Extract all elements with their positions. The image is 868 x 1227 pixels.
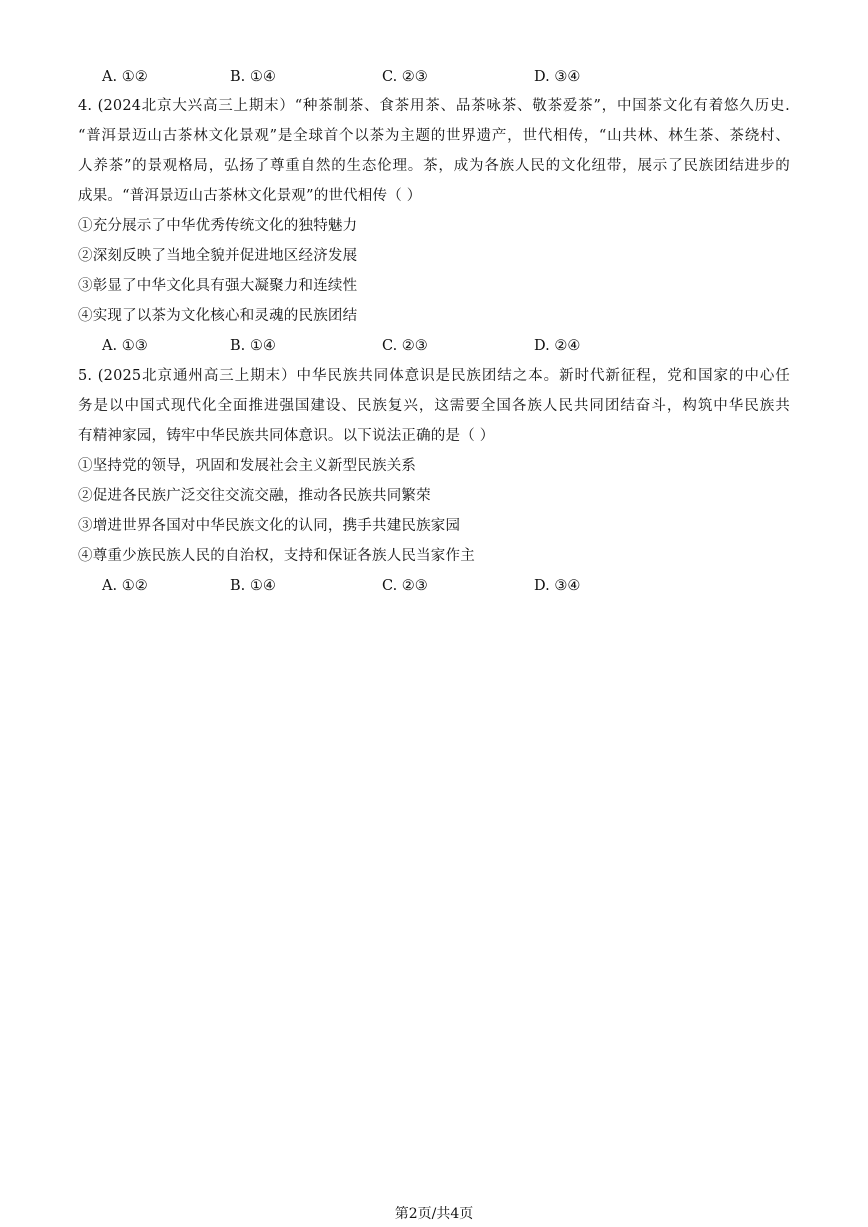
q5-option-d: D. ③④ bbox=[534, 578, 581, 594]
q5-stem-line: 务是以中国式现代化全面推进强国建设、民族复兴，这需要全国各族人民共同团结奋斗，构筑中华民族共 bbox=[78, 398, 790, 414]
q4-option-d: D. ②④ bbox=[534, 338, 581, 354]
q5-option-b: B. ①④ bbox=[230, 578, 276, 594]
q3-option-a: A. ①② bbox=[102, 69, 148, 85]
q5-statement: ②促进各民族广泛交往交流交融，推动各民族共同繁荣 bbox=[78, 488, 431, 504]
q3-option-c: C. ②③ bbox=[382, 69, 428, 85]
q5-options bbox=[102, 571, 802, 601]
q4-statement: ④实现了以茶为文化核心和灵魂的民族团结 bbox=[78, 308, 358, 324]
q3-options bbox=[102, 62, 802, 92]
q3-option-d: D. ③④ bbox=[534, 69, 581, 85]
q5-stem-line: 有精神家园，铸牢中华民族共同体意识。以下说法正确的是（ ） bbox=[78, 428, 495, 444]
q4-stem-line: 人养茶”的景观格局，弘扬了尊重自然的生态伦理。茶，成为各族人民的文化纽带，展示了民族团结进步的 bbox=[78, 158, 790, 174]
q4-option-a: A. ①③ bbox=[102, 338, 148, 354]
q4-statement: ①充分展示了中华优秀传统文化的独特魅力 bbox=[78, 218, 358, 234]
q5-statement: ①坚持党的领导，巩固和发展社会主义新型民族关系 bbox=[78, 458, 417, 474]
q4-stem-line: “普洱景迈山古茶林文化景观”是全球首个以茶为主题的世界遗产，世代相传，“山共林、林生茶、茶绕村、 bbox=[78, 128, 790, 144]
q4-stem-line: 4. (2024北京大兴高三上期末）“种茶制茶、食茶用茶、品茶咏茶、敬茶爱茶”，中国茶文化有着悠久历史. bbox=[78, 98, 790, 114]
q5-stem-line: 5. (2025北京通州高三上期末）中华民族共同体意识是民族团结之本。新时代新征程，党和国家的中心任 bbox=[78, 368, 790, 384]
q4-stem-line: 成果。“普洱景迈山古茶林文化景观”的世代相传（ ） bbox=[78, 188, 422, 204]
q4-options bbox=[102, 331, 802, 361]
q5-option-c: C. ②③ bbox=[382, 578, 428, 594]
q5-statement: ④尊重少族民族人民的自治权，支持和保证各族人民当家作主 bbox=[78, 548, 475, 564]
page-number-footer: 第2页/共4页 bbox=[394, 1206, 474, 1222]
q5-statement: ③增进世界各国对中华民族文化的认同，携手共建民族家园 bbox=[78, 518, 461, 534]
q5-option-a: A. ①② bbox=[102, 578, 148, 594]
q4-statement: ③彰显了中华文化具有强大凝聚力和连续性 bbox=[78, 278, 358, 294]
q4-option-b: B. ①④ bbox=[230, 338, 276, 354]
q3-option-b: B. ①④ bbox=[230, 69, 276, 85]
q4-statement: ②深刻反映了当地全貌并促进地区经济发展 bbox=[78, 248, 358, 264]
q4-option-c: C. ②③ bbox=[382, 338, 428, 354]
